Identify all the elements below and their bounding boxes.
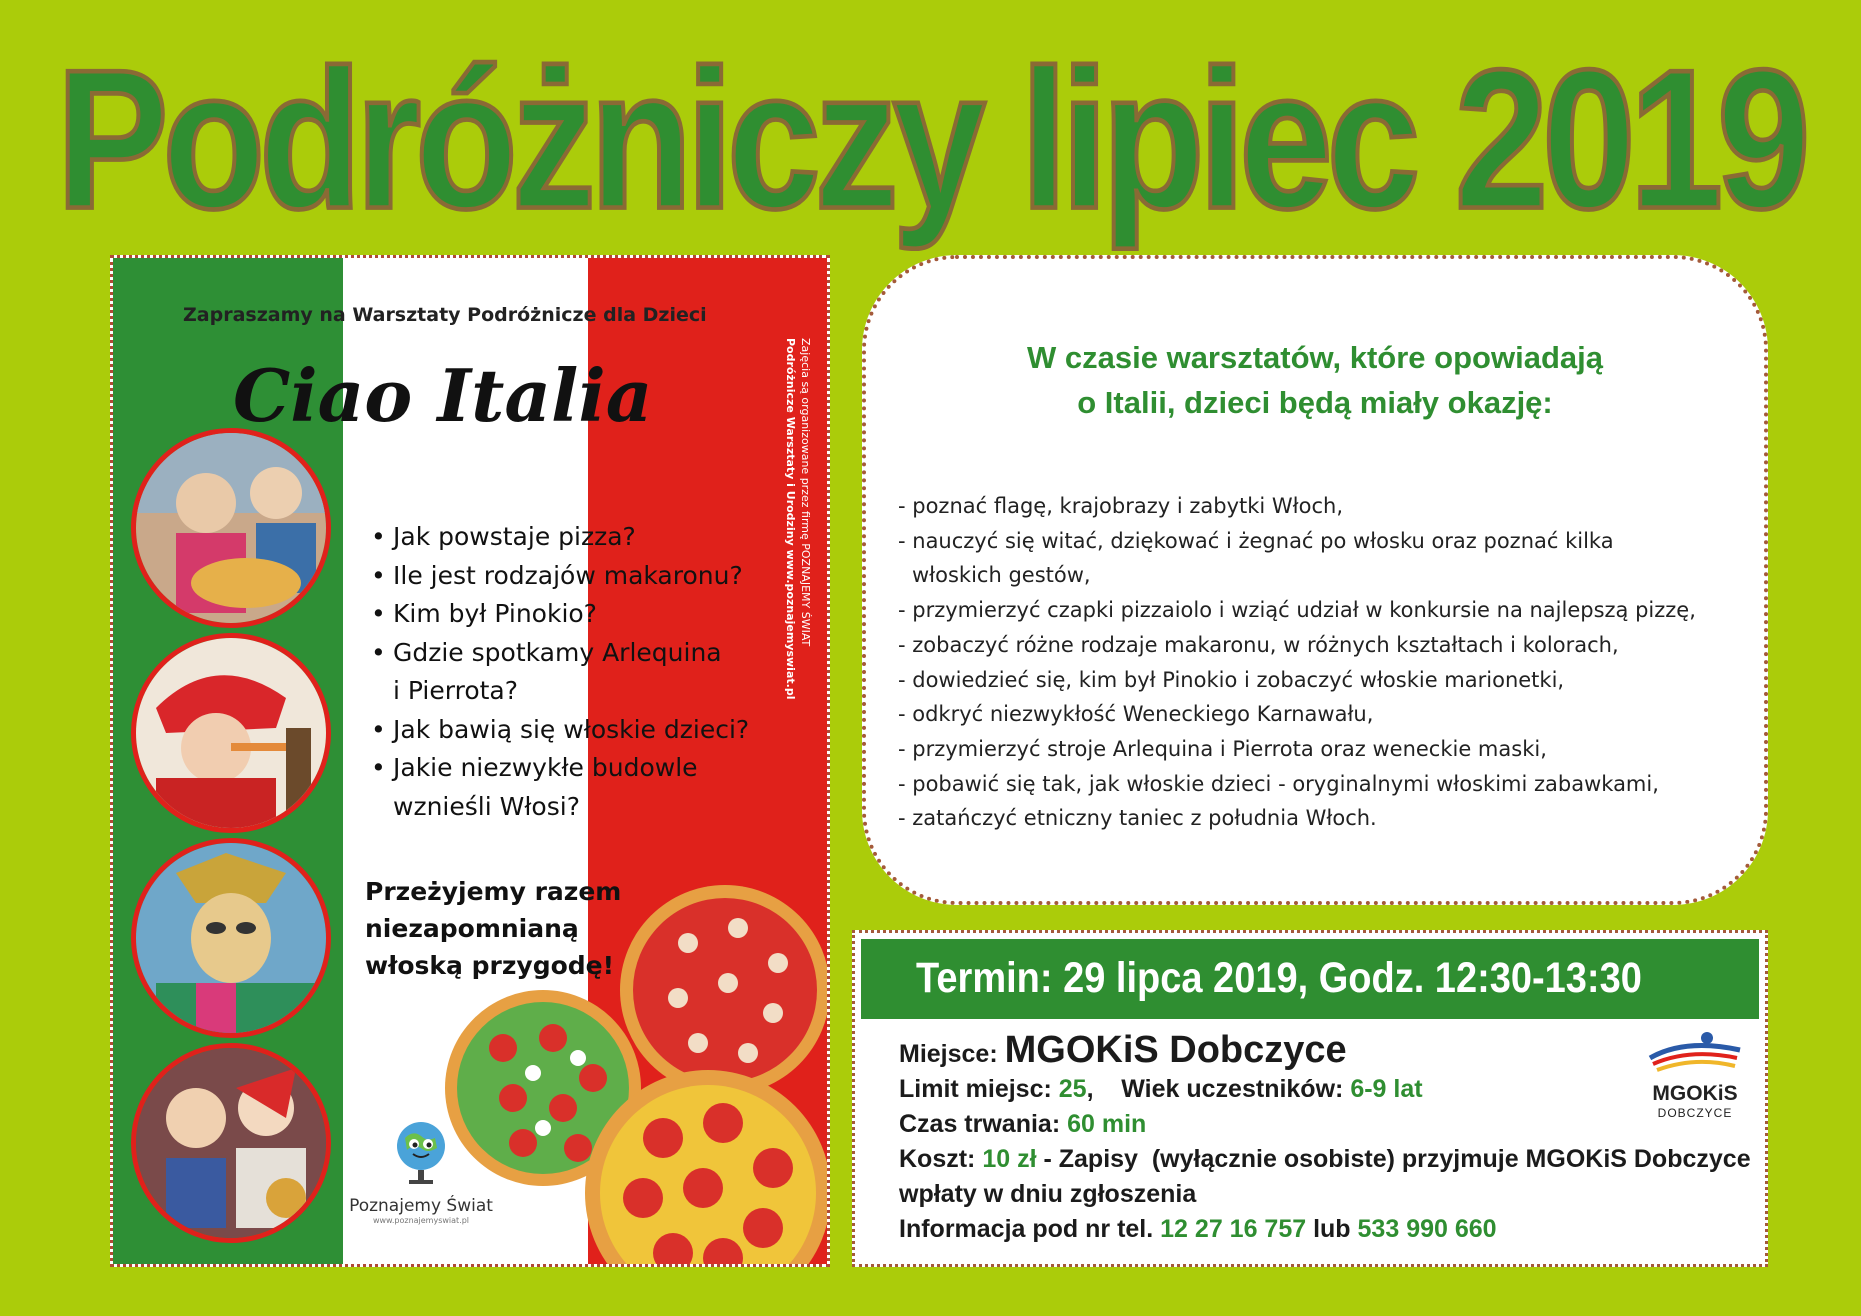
- activity-item: - odkryć niezwykłość Weneckiego Karnawału,: [898, 702, 1374, 727]
- info-heading: [866, 335, 1764, 425]
- page-headline: Podróżniczy lipiec 2019: [56, 28, 1805, 251]
- poznajemy-swiat-logo: [331, 1118, 511, 1225]
- activity-item: - nauczyć się witać, dziękować i żegnać po włosku oraz poznać kilka: [898, 528, 1614, 553]
- duration-row: [899, 1107, 1751, 1142]
- question-item: • Ile jest rodzajów makaronu?: [371, 557, 749, 596]
- activity-item: - przymierzyć czapki pizzaiolo i wziąć udział w konkursie na najlepszą pizzę,: [898, 598, 1696, 623]
- cost-label: Koszt:: [899, 1145, 983, 1173]
- mgokis-logo-name: MGOKiS: [1652, 1082, 1738, 1105]
- cost-note: - Zapisy (wyłącznie osobiste) przyjmuje MGOKiS Dobczyce: [1036, 1145, 1751, 1173]
- question-item: • Jak bawią się włoskie dzieci?: [371, 711, 749, 750]
- photo-pinocchio: [131, 633, 331, 833]
- phone-row: [899, 1212, 1751, 1247]
- question-list: [371, 518, 749, 826]
- adventure-line: niezapomnianą: [365, 914, 579, 943]
- question-item-continued: i Pierrota?: [393, 676, 518, 705]
- workshop-invite: Zapraszamy na Warsztaty Podróżnicze dla Dzieci: [183, 304, 707, 326]
- photo-children-pizza: [131, 428, 331, 628]
- photo-toys: [131, 1043, 331, 1243]
- question-item: • Jak powstaje pizza?: [371, 518, 749, 557]
- activity-item: - dowiedzieć się, kim był Pinokio i zobaczyć włoskie marionetki,: [898, 667, 1565, 692]
- organizer-note-line-2: Podróżnicze Warsztaty i Urodziny www.poznajemyswiat.pl: [784, 338, 797, 700]
- globe-icon: [391, 1118, 451, 1188]
- activity-item: - pobawić się tak, jak włoskie dzieci - oryginalnymi włoskimi zabawkami,: [898, 771, 1659, 796]
- phone-number-1: 12 27 16 757: [1160, 1215, 1307, 1243]
- mgokis-logo: [1640, 1028, 1750, 1120]
- limit-value: 25: [1058, 1075, 1087, 1103]
- adventure-line: Przeżyjemy razem: [365, 877, 622, 906]
- ciao-italia-poster: [110, 255, 830, 1267]
- mgokis-swoosh-icon: [1645, 1028, 1745, 1078]
- activity-item: - poznać flagę, krajobrazy i zabytki Włoch,: [898, 494, 1344, 518]
- cost-row: [899, 1142, 1751, 1177]
- question-item: • Jakie niezwykłe budowle: [371, 749, 749, 788]
- question-item-continued: wznieśli Włosi?: [393, 791, 580, 821]
- payment-row: wpłaty w dniu zgłoszenia: [899, 1180, 1197, 1208]
- limit-label: Limit miejsc:: [899, 1075, 1059, 1103]
- place-label: Miejsce:: [899, 1040, 1005, 1068]
- question-item: • Gdzie spotkamy Arlequina: [371, 634, 749, 673]
- event-details-box: [852, 930, 1768, 1267]
- activity-list: [898, 489, 1748, 836]
- question-item: • Kim był Pinokio?: [371, 595, 749, 634]
- photo-venetian-mask: [131, 838, 331, 1038]
- workshop-info-panel: [862, 255, 1768, 905]
- activity-item: - przymierzyć stroje Arlequina i Pierrota oraz weneckie maski,: [898, 736, 1547, 761]
- event-date-bar: [861, 939, 1759, 1019]
- info-heading-line-1: W czasie warsztatów, które opowiadają: [1027, 340, 1603, 375]
- event-date-text: Termin: 29 lipca 2019, Godz. 12:30-13:30: [916, 955, 1642, 1003]
- place-row: [899, 1029, 1751, 1072]
- organizer-note-line-1: Zajęcia są organizowane przez firmę POZNAJEMY ŚWIAT: [799, 338, 812, 647]
- organizer-note: [773, 338, 813, 758]
- phone-number-2: 533 990 660: [1357, 1215, 1497, 1243]
- phone-label: Informacja pod nr tel.: [899, 1215, 1161, 1243]
- event-details: [899, 1029, 1751, 1247]
- adventure-text: [365, 873, 635, 984]
- cost-value: 10 zł: [982, 1145, 1037, 1173]
- mgokis-logo-sub: DOBCZYCE: [1657, 1106, 1733, 1120]
- poster-title: Ciao Italia: [233, 353, 653, 438]
- place-value: MGOKiS Dobczyce: [1004, 1029, 1347, 1071]
- age-value: 6-9 lat: [1350, 1075, 1423, 1103]
- activity-item: - zobaczyć różne rodzaje makaronu, w różnych kształtach i kolorach,: [898, 632, 1619, 657]
- adventure-line: włoską przygodę!: [365, 951, 615, 980]
- activity-item: - zatańczyć etniczny taniec z południa Włoch.: [898, 806, 1377, 831]
- activity-item-continued: włoskich gestów,: [912, 563, 1091, 588]
- phone-or: lub: [1306, 1215, 1358, 1243]
- pizza-mushroom-illustration: [618, 883, 830, 1098]
- poznajemy-swiat-name: Poznajemy Świat: [349, 1196, 493, 1216]
- limit-row: [899, 1072, 1751, 1107]
- duration-label: Czas trwania:: [899, 1110, 1068, 1138]
- age-label: , Wiek uczestników:: [1086, 1075, 1351, 1103]
- duration-value: 60 min: [1067, 1110, 1147, 1138]
- poznajemy-swiat-url: www.poznajemyswiat.pl: [372, 1216, 470, 1225]
- info-heading-line-2: o Italii, dzieci będą miały okazję:: [1077, 385, 1553, 420]
